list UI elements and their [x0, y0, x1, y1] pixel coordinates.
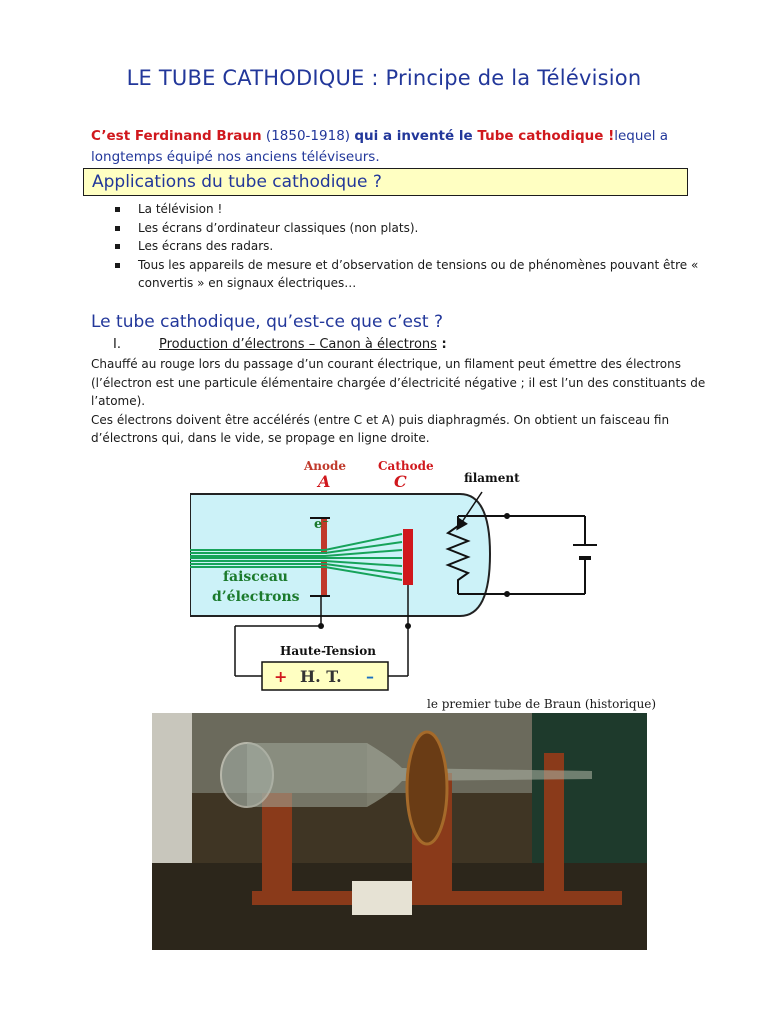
- subsection-title: Production d’électrons – Canon à électrons: [159, 337, 437, 352]
- braun-tube-photo: [152, 713, 647, 950]
- anode-label: Anode: [304, 459, 347, 473]
- cathode-letter: C: [394, 472, 407, 491]
- subsection-number: I.: [113, 337, 121, 352]
- tube-term: Tube cathodique: [477, 128, 604, 144]
- subsection-heading: [113, 337, 447, 352]
- applications-list: [113, 200, 713, 293]
- intro-exclamation: !: [603, 128, 615, 144]
- anode-lower-plate: [321, 560, 327, 596]
- photo-caption: le premier tube de Braun (historique): [427, 697, 657, 711]
- intro-lead: C’est: [91, 128, 135, 144]
- filament-label: filament: [464, 471, 520, 485]
- list-item: Tous les appareils de mesure et d’observation de tensions ou de phénomènes pouvant être « convertis » en signaux électriques…: [113, 256, 713, 293]
- intro-verb: qui a inventé le: [354, 128, 478, 144]
- section-body: [91, 355, 713, 448]
- beam-label-line2: d’électrons: [212, 589, 300, 605]
- paragraph-acceleration: Ces électrons doivent être accélérés (entre C et A) puis diaphragmés. On obtient un faisceau fin d’électrons qui, dans le vide, se propage en ligne droite.: [91, 412, 670, 445]
- subsection-colon: :: [436, 337, 447, 352]
- section-title: Le tube cathodique, qu’est-ce que c’est ?: [91, 312, 443, 332]
- list-item: Les écrans d’ordinateur classiques (non plats).: [113, 219, 713, 238]
- ht-minus-sign: –: [366, 667, 374, 686]
- electron-symbol: e⁻: [314, 517, 330, 532]
- cathode-ray-tube-diagram: [190, 454, 610, 696]
- intro-paragraph: [91, 126, 681, 168]
- intro-rest: lequel a longtemps équipé nos anciens téléviseurs.: [91, 128, 669, 165]
- page-title: LE TUBE CATHODIQUE : Principe de la Télévision: [126, 66, 642, 90]
- beam-label-line1: faisceau: [223, 569, 288, 585]
- list-item: La télévision !: [113, 200, 713, 219]
- applications-heading: Applications du tube cathodique ?: [83, 168, 688, 196]
- cathode-plate: [403, 529, 413, 585]
- anode-letter: A: [318, 472, 331, 491]
- high-tension-label: Haute-Tension: [280, 644, 376, 658]
- cathode-label: Cathode: [378, 459, 434, 473]
- ht-plus-sign: +: [274, 667, 288, 686]
- ht-text: H. T.: [300, 667, 342, 686]
- inventor-dates: (1850-1918): [261, 128, 355, 144]
- paragraph-heating: Chauffé au rouge lors du passage d’un courant électrique, un filament peut émettre des électrons (l’électron est une particule élémentaire chargée d’électricité négative ; il est l’un des constituants de l’atome).: [91, 357, 706, 408]
- inventor-name: Ferdinand Braun: [134, 128, 262, 144]
- list-item: Les écrans des radars.: [113, 237, 713, 256]
